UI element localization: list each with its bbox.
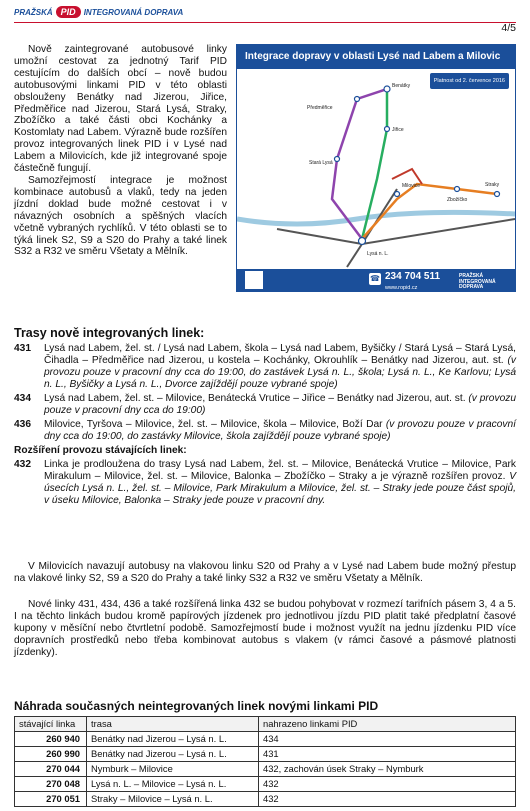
cell-route: Straky – Milovice – Lysá n. L.	[87, 792, 259, 807]
cell-route: Lysá n. L. – Milovice – Lysá n. L.	[87, 777, 259, 792]
line-number: 434	[14, 393, 31, 404]
routes-list	[14, 343, 516, 509]
table-row	[15, 732, 516, 747]
header-rule	[14, 22, 516, 23]
extension-heading: Rozšíření provozu stávajících linek:	[14, 445, 187, 456]
label-straky: Straky	[485, 182, 500, 188]
label-milovice: Milovice	[402, 183, 421, 189]
line-note: (v provozu pouze v pracovní dny cca do 19:00, do zastávky Milovice, škola zajíždějí pouze vybrané spoje)	[44, 419, 516, 442]
label-predmerice: Předměřice	[307, 105, 333, 111]
pid-badge: PID	[56, 6, 81, 18]
line-item-434	[14, 393, 516, 417]
cell-line: 270 044	[15, 762, 87, 777]
cell-line: 260 990	[15, 747, 87, 762]
map-footer	[237, 269, 515, 291]
line-number: 436	[14, 419, 31, 430]
rail-line-south	[347, 244, 362, 267]
line-number: 432	[14, 459, 31, 470]
cell-line: 270 051	[15, 792, 87, 807]
intro-para-2	[14, 175, 227, 258]
qr-code-icon	[245, 271, 263, 289]
intro-para-2-text: Samozřejmostí integrace je možnost kombinace autobusů a vlaků, tedy na jeden jízdní doklad bude možné cestovat i v návazných osobních a spěšných vlacích včetně vybraných rychlíků. V této oblasti se to týká linek S2, S9 a S20 do Prahy a také linek S32 a R32 ve směru Všetaty a Mělník.	[14, 174, 227, 258]
cell-replacement: 431	[259, 747, 516, 762]
stop-benatky	[384, 86, 390, 92]
cell-line: 270 048	[15, 777, 87, 792]
intro-text	[14, 44, 227, 258]
line-description	[44, 393, 516, 417]
routes-heading: Trasy nově integrovaných linek:	[14, 326, 205, 340]
cell-replacement: 432, zachován úsek Straky – Nymburk	[259, 762, 516, 777]
page-number: 4/5	[501, 22, 516, 34]
cell-replacement: 434	[259, 732, 516, 747]
line-item-436	[14, 419, 516, 443]
label-stara-lysa: Stará Lysá	[309, 160, 333, 166]
stop-milovice	[395, 192, 400, 197]
para-tariff: Nové linky 431, 434, 436 a také rozšířená linka 432 se budou pohybovat v rozmezí tarifních pásem 3, 4 a 5. I na těchto linkách budou kromě papírových jízdenek pro jednotlivou jízdu PID platit také předplatní časové kupony v měsíční nebo čtvrtletní podobě. Samozřejmostí bude i možnost využít na jednu jízdenku PID více dopravních prostředků nebo třeba kombinovat autobus s vlakem (v rámci časové a pásmové platnosti jízdenky).	[14, 599, 516, 658]
column-header: stávající linka	[15, 717, 87, 732]
cell-line: 260 940	[15, 732, 87, 747]
column-header: nahrazeno linkami PID	[259, 717, 516, 732]
integration-map	[236, 44, 516, 292]
cell-route: Benátky nad Jizerou – Lysá n. L.	[87, 747, 259, 762]
table-row	[15, 777, 516, 792]
brand-right: INTEGROVANÁ DOPRAVA	[83, 8, 184, 17]
line-item-432	[14, 459, 516, 507]
map-web: www.ropid.cz	[385, 285, 418, 291]
line-number: 431	[14, 343, 31, 354]
stop-zbozicko	[455, 187, 460, 192]
table-heading: Náhrada současných neintegrovaných linek novými linkami PID	[14, 699, 379, 713]
para-milovice: V Milovicích navazují autobusy na vlakovou linku S20 od Prahy a v Lysé nad Labem bude možný přestup na vlakové linky S2, S9 a S20 do Prahy a také linky S32 a R32 ve směru Všetaty a Mělník.	[14, 561, 516, 584]
line-description	[44, 459, 516, 507]
map-validity: Platnost od 2. července 2016	[430, 73, 509, 89]
stop-lysa-zst	[359, 238, 366, 245]
route-436	[392, 169, 422, 184]
table-row	[15, 762, 516, 777]
map-title: Integrace dopravy v oblasti Lysé nad Labem a Milovic	[237, 45, 515, 69]
cell-route: Benátky nad Jizerou – Lysá n. L.	[87, 732, 259, 747]
line-item-431	[14, 343, 516, 391]
cell-replacement: 432	[259, 777, 516, 792]
label-zbozicko: Zbožíčko	[447, 197, 468, 203]
line-note: (v provozu pouze v pracovní dny cca do 19:00, do zastávek Lysá n. L., škola; Lysá n. L., Ke Karlovu; Lysá n. L., Byšičky a Lysá n. L., Dvorce zajíždějí pouze vybrané spoje)	[44, 355, 516, 390]
stop-jirice	[385, 127, 390, 132]
map-drawing	[237, 69, 515, 269]
label-lysa: Lysá n. L.	[367, 251, 389, 257]
line-description	[44, 343, 516, 391]
map-footer-brand: PRAŽSKÁ INTEGROVANÁ DOPRAVA	[459, 273, 496, 290]
line-route: Milovice, Tyršova – Milovice, žel. st. – Milovice, škola – Milovice, Boží Dar	[44, 419, 383, 430]
table-header-row	[15, 717, 516, 732]
replacement-table	[14, 716, 516, 807]
table-row	[15, 792, 516, 807]
phone-icon: ☎	[370, 274, 380, 283]
line-note: V úsecích Lysá n. L., žel. st. – Milovice, Park Mirakulum a Milovice, žel. st. – Straky jede pouze část spojů, v úseku Milovice, Balonka – Straky jede pouze v pracovní dny.	[44, 471, 516, 506]
intro-para-1	[14, 44, 227, 175]
line-route: Lysá nad Labem, žel. st. / Lysá nad Labem, škola – Lysá nad Labem, Byšičky / Stará Lysá – Stará Lysá, Čihadla – Předměřice nad Jizerou, u kostela – Kochánky, Okrouhlík – Benátky nad Jizerou, aut. st.	[44, 343, 516, 366]
cell-replacement: 432	[259, 792, 516, 807]
brand-left: PRAŽSKÁ	[14, 8, 53, 17]
stop-predmerice	[355, 97, 360, 102]
line-route: Lysá nad Labem, žel. st. – Milovice, Benátecká Vrutice – Jiřice – Benátky nad Jizerou, aut. st.	[44, 393, 466, 404]
stop-stara-lysa	[335, 157, 340, 162]
stop-straky	[495, 192, 500, 197]
table-row	[15, 747, 516, 762]
cell-route: Nymburk – Milovice	[87, 762, 259, 777]
line-route: Linka je prodloužena do trasy Lysá nad Labem, žel. st. – Milovice, Benátecká Vrutice – Milovice, Park Mirakulum – Milovice, žel. st. – Milovice, Balonka – Zbožíčko – Straky a je výrazně rozšířen provoz.	[44, 459, 516, 482]
column-header: trasa	[87, 717, 259, 732]
map-phone: 234 704 511	[385, 271, 441, 282]
label-benatky: Benátky	[392, 83, 411, 89]
line-description	[44, 419, 516, 443]
pid-logo	[14, 6, 183, 19]
line-note: (v provozu pouze v pracovní dny cca do 19:00)	[44, 393, 516, 416]
page-header	[14, 6, 516, 22]
intro-para-1-text: Nově zaintegrované autobusové linky umožní cestovat za jednotný Tarif PID cestujícím do dalších obcí – nově budou autobusovými linkami PID v této oblasti obslouženy Benátky nad Jizerou, Jiřice, Předměřice nad Jizerou, Stará Lysá, Straky, Zbožíčko a také části obci Kochánky a Kostomlaty nad Labem. Výrazně bude rozšířen provoz integrovaných linek PID i v Lysé nad Labem a Milovicích, kde již integrované spoje částečně fungují.	[14, 44, 227, 175]
label-jirice: Jiřice	[392, 127, 404, 133]
